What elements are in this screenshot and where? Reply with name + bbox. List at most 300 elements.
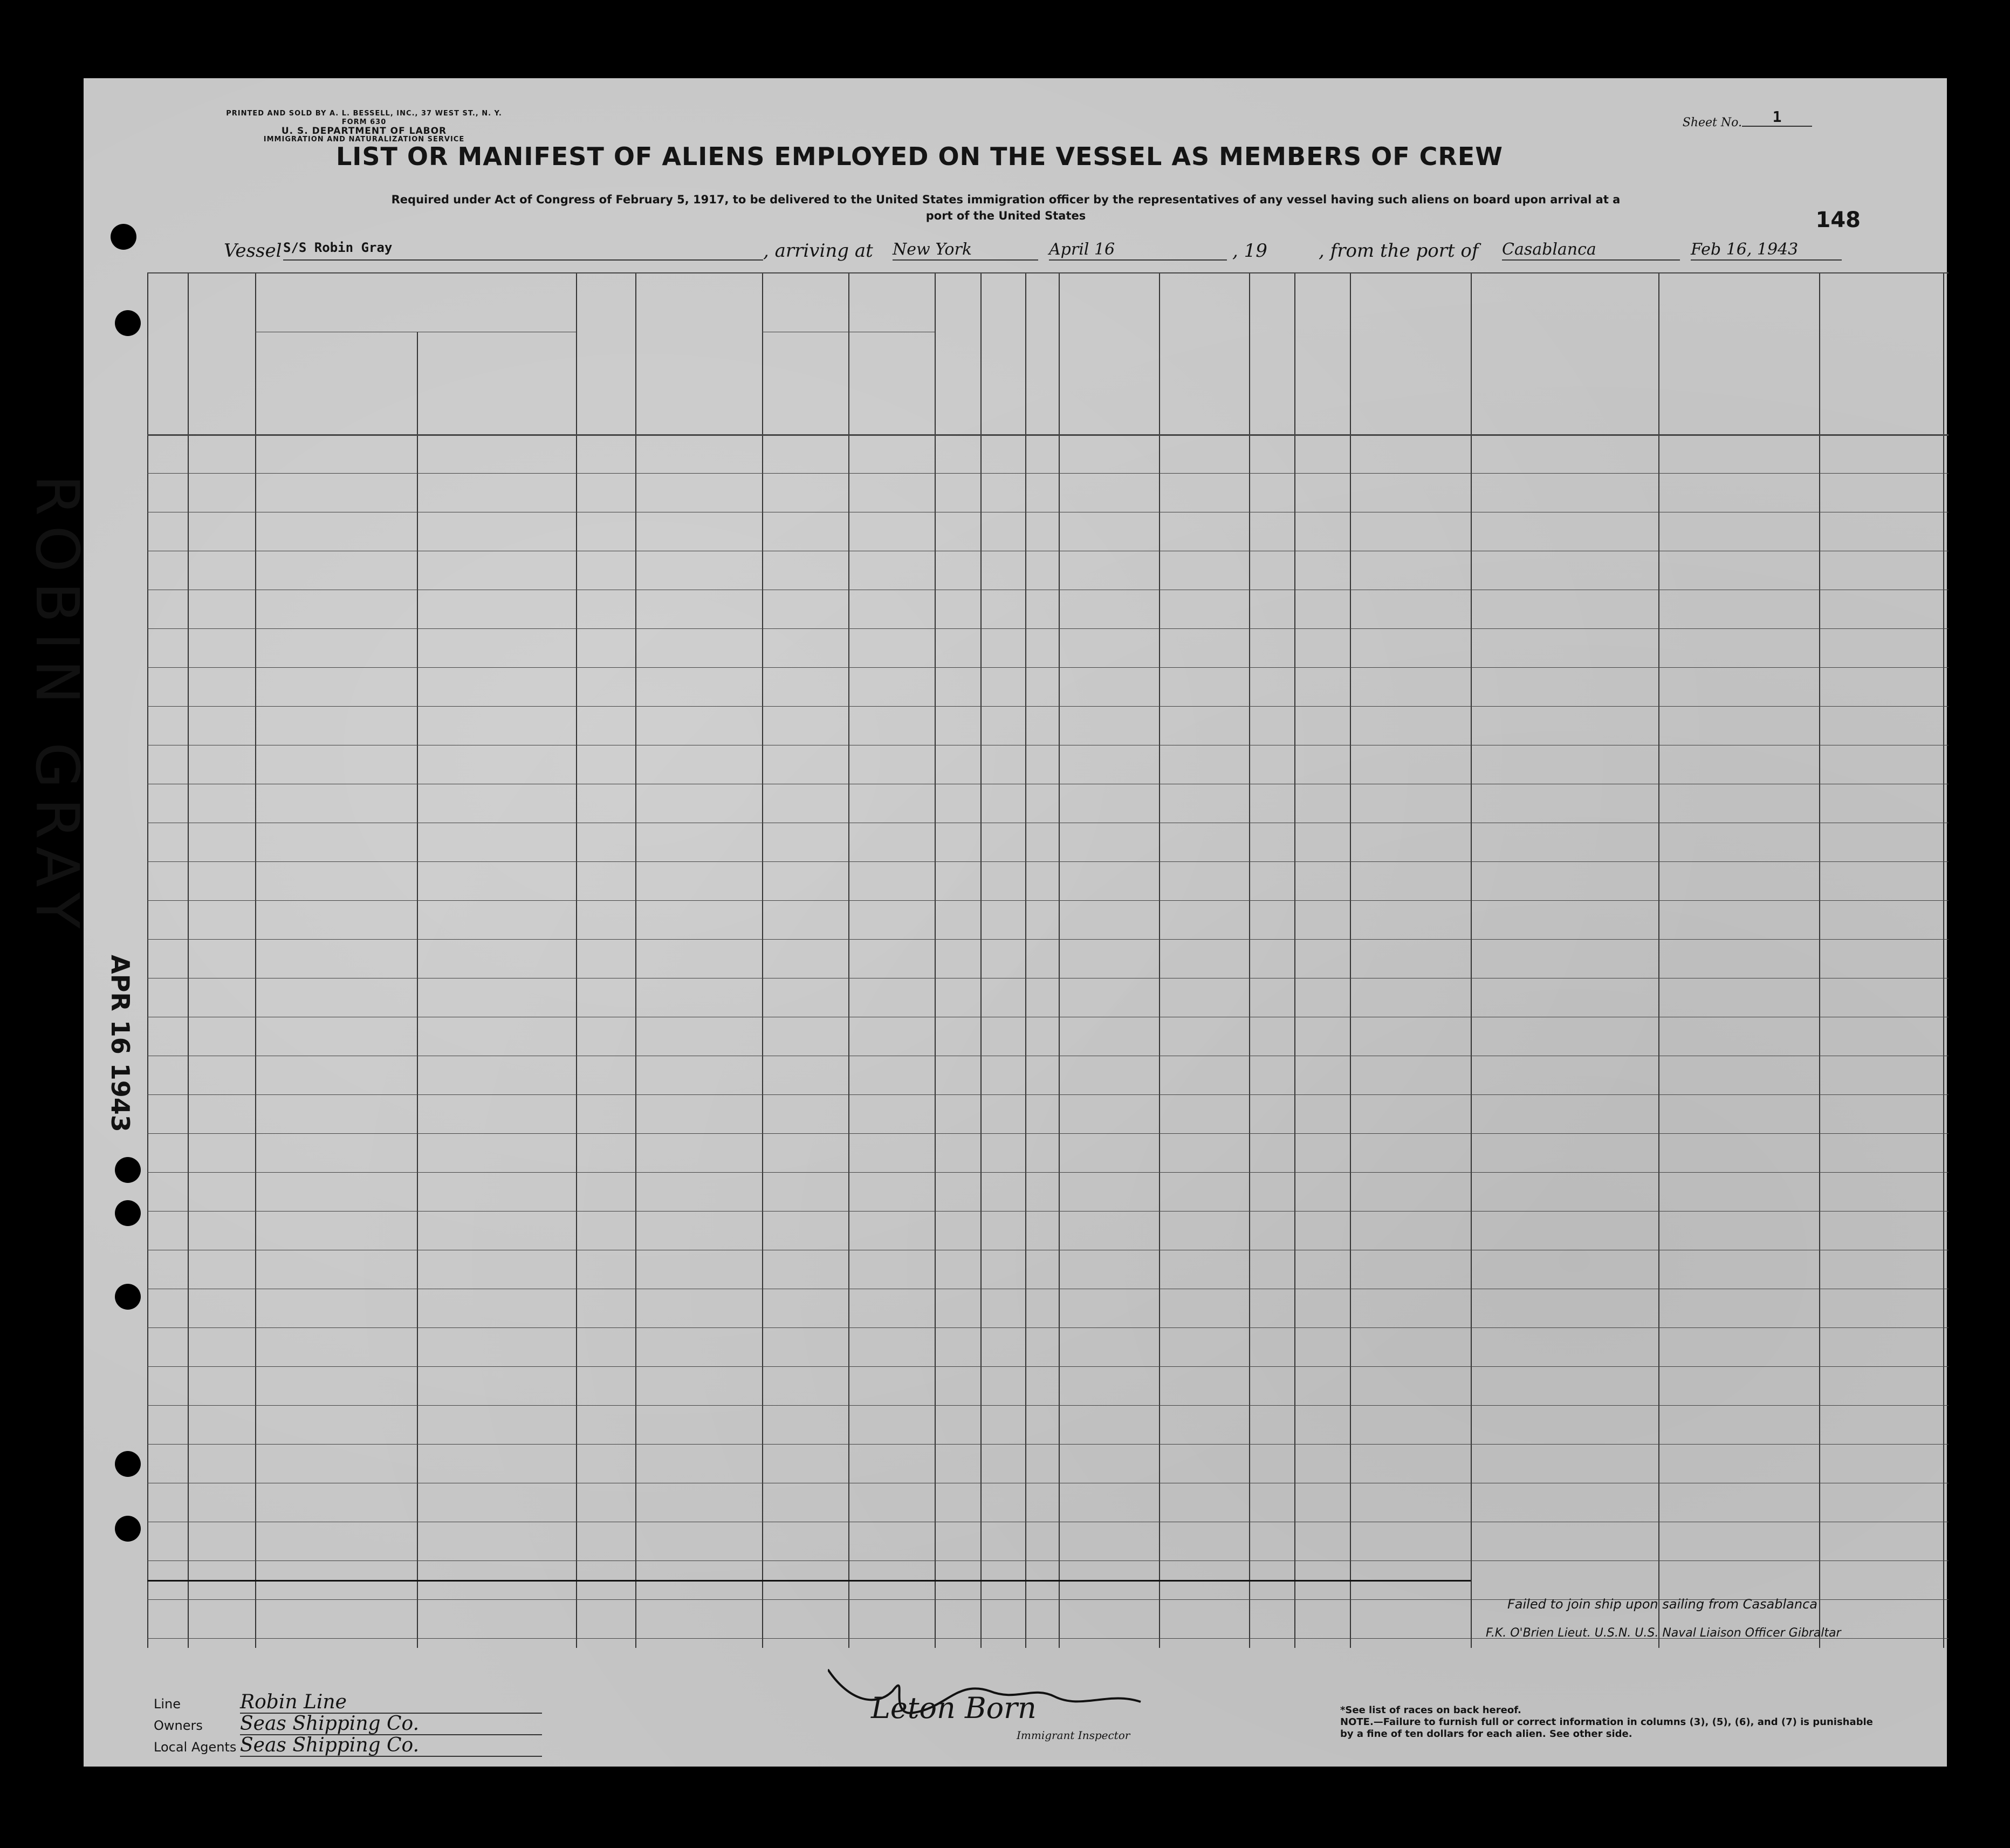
column-rule (1025, 272, 1026, 1648)
column-rule (417, 332, 418, 1648)
cell-discharged (937, 1056, 978, 1094)
cell-service (578, 978, 633, 1017)
cell-where (850, 473, 932, 512)
signature-text: Leton Born (871, 1691, 1037, 1725)
cell-last (190, 1366, 253, 1405)
cell-read (983, 939, 1023, 978)
cell-action (1821, 939, 1941, 978)
cell-discharged (937, 1366, 978, 1405)
cell-sex (1061, 861, 1157, 900)
cell-last (190, 667, 253, 706)
cell-height (1296, 1289, 1348, 1327)
line-label: Line (154, 1696, 181, 1712)
cell-nationality (1251, 1444, 1292, 1483)
cell-no (149, 512, 186, 551)
cell-given (419, 1599, 574, 1638)
cell-nationality (1251, 745, 1292, 784)
cell-position (637, 1289, 760, 1327)
cell-action (1821, 1133, 1941, 1172)
cell-given (419, 1017, 574, 1056)
cell-given (419, 1522, 574, 1560)
cell-nationality (1251, 1094, 1292, 1133)
cell-weight (1352, 1172, 1469, 1211)
cell-action (1821, 861, 1941, 900)
cell-remarks (1661, 628, 1817, 667)
cell-nationality (1251, 434, 1292, 473)
cell-when (764, 1444, 846, 1483)
cell-last (190, 784, 253, 823)
cell-family (257, 1289, 415, 1327)
cell-read (983, 1366, 1023, 1405)
cell-position (637, 1366, 760, 1405)
cell-weight (1352, 939, 1469, 978)
cell-sex (1061, 1483, 1157, 1522)
cell-service (578, 861, 633, 900)
cell-given (419, 1289, 574, 1327)
cell-height (1296, 1133, 1348, 1172)
cell-given (419, 590, 574, 628)
cell-no (149, 628, 186, 667)
cell-position (637, 861, 760, 900)
cell-height (1296, 1211, 1348, 1250)
cell-sex (1061, 590, 1157, 628)
cell-nationality (1251, 1366, 1292, 1405)
cell-action (1821, 978, 1941, 1017)
cell-service (578, 939, 633, 978)
punch-hole (115, 1516, 141, 1542)
cell-remarks (1661, 823, 1817, 861)
cell-action (1821, 1522, 1941, 1560)
column-header-16 (1658, 283, 1819, 298)
cell-read (983, 861, 1023, 900)
cell-last (190, 590, 253, 628)
cell-height (1296, 628, 1348, 667)
cell-discharged (937, 823, 978, 861)
cell-when (764, 1211, 846, 1250)
cell-family (257, 823, 415, 861)
cell-remarks (1661, 939, 1817, 978)
cell-action (1821, 1483, 1941, 1522)
cell-read (983, 1522, 1023, 1560)
cell-family (257, 1094, 415, 1133)
cell-read (983, 745, 1023, 784)
cell-action (1821, 1327, 1941, 1366)
cell-weight (1352, 628, 1469, 667)
cell-given (419, 939, 574, 978)
cell-sex (1061, 900, 1157, 939)
cell-where (850, 434, 932, 473)
cell-discharged (937, 1133, 978, 1172)
cell-position (637, 1327, 760, 1366)
cell-discharged (937, 939, 978, 978)
cell-age (1027, 939, 1057, 978)
cell-when (764, 1133, 846, 1172)
cell-when (764, 1405, 846, 1444)
cell-service (578, 784, 633, 823)
cell-position (637, 551, 760, 590)
cell-age (1027, 1327, 1057, 1366)
cell-last (190, 1017, 253, 1056)
cell-read (983, 434, 1023, 473)
cell-read (983, 512, 1023, 551)
cell-race (1161, 1133, 1247, 1172)
cell-no (149, 1133, 186, 1172)
races-note: *See list of races on back hereof. (1340, 1705, 1521, 1716)
punch-hole (115, 1157, 141, 1183)
cell-family (257, 512, 415, 551)
cell-read (983, 1056, 1023, 1094)
cell-race (1161, 823, 1247, 861)
cell-when (764, 1327, 846, 1366)
cell-weight (1352, 1444, 1469, 1483)
cell-race (1161, 939, 1247, 978)
cell-sex (1061, 1017, 1157, 1056)
printer-block (121, 109, 607, 144)
from-label: , from the port of (1319, 240, 1479, 262)
cell-family (257, 939, 415, 978)
cell-weight (1352, 473, 1469, 512)
cell-service (578, 551, 633, 590)
cell-remarks (1661, 473, 1817, 512)
cell-age (1027, 1444, 1057, 1483)
cell-no (149, 1522, 186, 1560)
cell-remarks (1661, 1133, 1817, 1172)
cell-position (637, 667, 760, 706)
cell-given (419, 1172, 574, 1211)
cell-position (637, 1211, 760, 1250)
cell-sex (1061, 939, 1157, 978)
sheet-number: 1 (1742, 108, 1812, 127)
cell-weight (1352, 861, 1469, 900)
cell-height (1296, 978, 1348, 1017)
cell-discharged (937, 1250, 978, 1289)
cell-given (419, 473, 574, 512)
column-header-10 (1059, 283, 1159, 286)
cell-when (764, 823, 846, 861)
cell-position (637, 512, 760, 551)
cell-discharged (937, 706, 978, 745)
cell-given (419, 1094, 574, 1133)
cell-discharged (937, 1017, 978, 1056)
cell-height (1296, 1599, 1348, 1638)
cell-when (764, 706, 846, 745)
cell-position (637, 590, 760, 628)
header-top-rule (147, 272, 1949, 273)
cell-read (983, 628, 1023, 667)
cell-service (578, 628, 633, 667)
cell-weight (1352, 1599, 1469, 1638)
cell-where (850, 551, 932, 590)
cell-read (983, 1444, 1023, 1483)
cell-last (190, 1599, 253, 1638)
cell-discharged (937, 1172, 978, 1211)
cell-age (1027, 978, 1057, 1017)
department: U. S. DEPARTMENT OF LABOR (281, 126, 447, 136)
cell-remarks (1661, 1017, 1817, 1056)
punch-hole (115, 1284, 141, 1310)
cell-read (983, 1327, 1023, 1366)
cell-height (1296, 823, 1348, 861)
cell-read (983, 784, 1023, 823)
cell-sex (1061, 667, 1157, 706)
cell-race (1161, 1094, 1247, 1133)
cell-no (149, 667, 186, 706)
cell-weight (1352, 784, 1469, 823)
cell-no (149, 706, 186, 745)
cell-read (983, 1599, 1023, 1638)
cell-where (850, 1483, 932, 1522)
cell-family (257, 1250, 415, 1289)
cell-family (257, 667, 415, 706)
cell-family (257, 1366, 415, 1405)
cell-weight (1352, 706, 1469, 745)
cell-weight (1352, 551, 1469, 590)
cell-position (637, 823, 760, 861)
cell-height (1296, 1366, 1348, 1405)
cell-action (1821, 512, 1941, 551)
cell-no (149, 473, 186, 512)
cell-height (1296, 1250, 1348, 1289)
cell-age (1027, 1133, 1057, 1172)
cell-action (1821, 1094, 1941, 1133)
cell-read (983, 1133, 1023, 1172)
cell-race (1161, 628, 1247, 667)
cell-race (1161, 1599, 1247, 1638)
cell-position (637, 1133, 760, 1172)
cell-action (1821, 745, 1941, 784)
cell-action (1821, 1056, 1941, 1094)
cell-no (149, 900, 186, 939)
cell-nationality (1251, 1172, 1292, 1211)
cell-no (149, 1172, 186, 1211)
cell-when (764, 1483, 846, 1522)
cell-given (419, 823, 574, 861)
cell-remarks (1661, 1444, 1817, 1483)
row30-strike (147, 1580, 1471, 1582)
cell-last (190, 823, 253, 861)
cell-race (1161, 1056, 1247, 1094)
cell-age (1027, 1366, 1057, 1405)
cell-discharged (937, 590, 978, 628)
cell-age (1027, 1056, 1057, 1094)
cell-where (850, 1289, 932, 1327)
cell-sex (1061, 1133, 1157, 1172)
cell-no (149, 1056, 186, 1094)
cell-race (1161, 1289, 1247, 1327)
cell-family (257, 1444, 415, 1483)
cell-position (637, 1172, 760, 1211)
cell-action (1821, 1366, 1941, 1405)
cell-action (1821, 784, 1941, 823)
cell-position (637, 434, 760, 473)
cell-last (190, 1133, 253, 1172)
cell-nationality (1251, 1483, 1292, 1522)
cell-action (1821, 1250, 1941, 1289)
cell-weight (1352, 823, 1469, 861)
cell-given (419, 667, 574, 706)
column-rule (1943, 272, 1944, 1648)
cell-age (1027, 1522, 1057, 1560)
vessel-stamp: ROBIN GRAY (23, 475, 92, 939)
cell-height (1296, 434, 1348, 473)
cell-service (578, 1017, 633, 1056)
cell-weight (1352, 1405, 1469, 1444)
cell-where (850, 1522, 932, 1560)
cell-nationality (1251, 1133, 1292, 1172)
cell-nationality (1251, 784, 1292, 823)
cell-age (1027, 1172, 1057, 1211)
cell-when (764, 512, 846, 551)
cell-remarks (1661, 745, 1817, 784)
column-rule (576, 272, 577, 1648)
cell-where (850, 667, 932, 706)
cell-action (1821, 473, 1941, 512)
cell-when (764, 939, 846, 978)
cell-race (1161, 1211, 1247, 1250)
cell-discharged (937, 473, 978, 512)
cell-age (1027, 512, 1057, 551)
cell-age (1027, 1250, 1057, 1289)
cell-weight (1352, 1017, 1469, 1056)
column-rule (1294, 272, 1295, 1648)
cell-race (1161, 1366, 1247, 1405)
column-rule (1819, 272, 1820, 1648)
cell-family (257, 1056, 415, 1094)
crew-table (147, 272, 1949, 1648)
arriving-label: , arriving at (763, 240, 873, 262)
cell-service (578, 1327, 633, 1366)
cell-no (149, 939, 186, 978)
column-header-8 (980, 283, 1025, 286)
cell-remarks (1661, 551, 1817, 590)
cell-action (1821, 900, 1941, 939)
cell-service (578, 1366, 633, 1405)
cell-read (983, 900, 1023, 939)
cell-position (637, 1599, 760, 1638)
punch-hole (111, 224, 136, 250)
fine-note: NOTE.—Failure to furnish full or correct information in columns (3), (5), (6), and (7) is punishable by a fine of ten dollars for each alien. See other side. (1340, 1716, 1873, 1740)
cell-race (1161, 551, 1247, 590)
subtitle-line-2: port of the United States (925, 209, 1086, 222)
cell-when (764, 784, 846, 823)
cell-given (419, 861, 574, 900)
column-rule (848, 272, 849, 1648)
column-rule (1159, 272, 1160, 1648)
cell-remarks (1661, 1056, 1817, 1094)
cell-family (257, 861, 415, 900)
cell-age (1027, 667, 1057, 706)
cell-height (1296, 784, 1348, 823)
cell-last (190, 1522, 253, 1560)
cell-last (190, 706, 253, 745)
cell-where (850, 978, 932, 1017)
column-header-17 (1819, 283, 1943, 286)
document-subtitle (224, 191, 1788, 224)
cell-last (190, 745, 253, 784)
cell-given (419, 1483, 574, 1522)
row30-note-1: Failed to join ship upon sailing from Casablanca (1507, 1597, 1817, 1612)
cell-when (764, 1289, 846, 1327)
cell-position (637, 900, 760, 939)
cell-sex (1061, 1056, 1157, 1094)
column-header-13 (1294, 283, 1350, 286)
cell-discharged (937, 1289, 978, 1327)
cell-remarks (1661, 1289, 1817, 1327)
cell-no (149, 1444, 186, 1483)
cell-where (850, 784, 932, 823)
cell-age (1027, 1289, 1057, 1327)
footer (154, 1691, 1879, 1783)
cell-race (1161, 1327, 1247, 1366)
footer-note (1340, 1705, 1879, 1740)
cell-race (1161, 706, 1247, 745)
cell-when (764, 628, 846, 667)
cell-action (1821, 1405, 1941, 1444)
cell-sex (1061, 512, 1157, 551)
cell-last (190, 1094, 253, 1133)
cell-age (1027, 1211, 1057, 1250)
cell-no (149, 1599, 186, 1638)
cell-weight (1352, 1094, 1469, 1133)
cell-when (764, 861, 846, 900)
cell-service (578, 1405, 633, 1444)
cell-race (1161, 590, 1247, 628)
cell-weight (1352, 1133, 1469, 1172)
cell-remarks (1661, 900, 1817, 939)
cell-age (1027, 551, 1057, 590)
cell-no (149, 1211, 186, 1250)
cell-no (149, 1405, 186, 1444)
cell-where (850, 1056, 932, 1094)
cell-sex (1061, 823, 1157, 861)
printer-text: PRINTED AND SOLD BY A. L. BESSELL, INC., 37 WEST ST., N. Y. (226, 109, 502, 118)
cell-nationality (1251, 551, 1292, 590)
column-rule (147, 272, 148, 1648)
cell-height (1296, 1056, 1348, 1094)
cell-sex (1061, 434, 1157, 473)
cell-position (637, 784, 760, 823)
cell-age (1027, 745, 1057, 784)
cell-given (419, 628, 574, 667)
cell-weight (1352, 900, 1469, 939)
cell-no (149, 745, 186, 784)
cell-position (637, 1444, 760, 1483)
cell-race (1161, 1172, 1247, 1211)
cell-age (1027, 590, 1057, 628)
cell-height (1296, 1405, 1348, 1444)
cell-where (850, 1172, 932, 1211)
cell-no (149, 1366, 186, 1405)
cell-nationality (1251, 900, 1292, 939)
vessel-name: S/S Robin Gray (283, 240, 763, 261)
cell-service (578, 1250, 633, 1289)
cell-last (190, 1056, 253, 1094)
cell-nationality (1251, 823, 1292, 861)
cell-race (1161, 1250, 1247, 1289)
cell-discharged (937, 1327, 978, 1366)
column-rule (1658, 272, 1659, 1648)
cell-sex (1061, 1366, 1157, 1405)
cell-height (1296, 861, 1348, 900)
cell-height (1296, 939, 1348, 978)
cell-age (1027, 1483, 1057, 1522)
cell-read (983, 1250, 1023, 1289)
cell-weight (1352, 1250, 1469, 1289)
column-header-14 (1350, 283, 1471, 286)
service: IMMIGRATION AND NATURALIZATION SERVICE (263, 135, 465, 143)
cell-no (149, 784, 186, 823)
cell-weight (1352, 1366, 1469, 1405)
